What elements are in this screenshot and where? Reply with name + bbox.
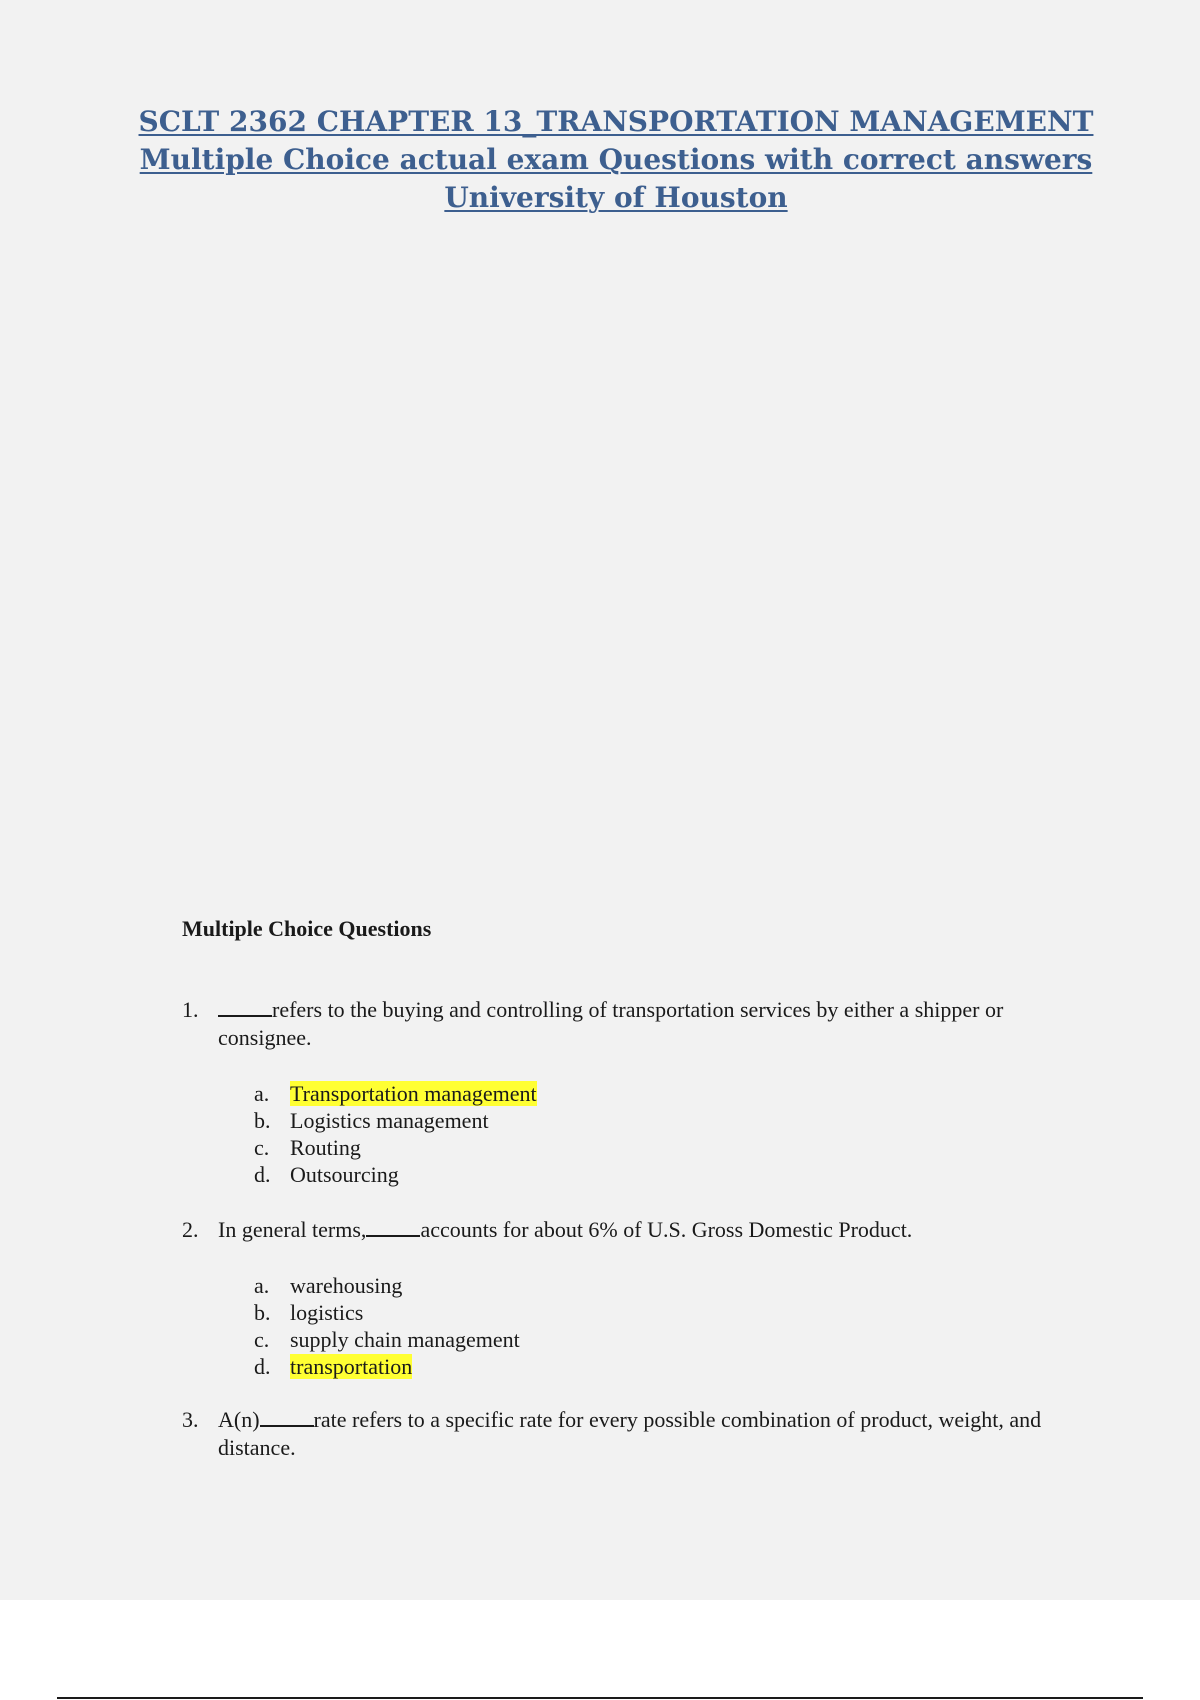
- option-text: logistics: [290, 1300, 364, 1325]
- answer-option-c: [254, 1134, 1062, 1161]
- answer-option-a: [254, 1080, 1062, 1107]
- option-text: Outsourcing: [290, 1162, 399, 1187]
- question-number: 3.: [182, 1407, 199, 1432]
- option-text: Logistics management: [290, 1108, 489, 1133]
- question-text: In general terms, accounts for about 6% of U.S. Gross Domestic Product.: [218, 1217, 913, 1242]
- option-text: supply chain management: [290, 1327, 520, 1352]
- answer-options: [254, 1080, 1062, 1188]
- title-line-2: Multiple Choice actual exam Questions with correct answers: [139, 143, 1093, 176]
- answer-blank: [260, 1407, 314, 1427]
- option-letter: b.: [254, 1300, 271, 1325]
- answer-option-b: [254, 1107, 1062, 1134]
- section-heading: Multiple Choice Questions: [182, 916, 432, 941]
- document-title: [0, 103, 1200, 217]
- title-line-1: SCLT 2362 CHAPTER 13_TRANSPORTATION MANAGEMENT: [138, 105, 1094, 138]
- question-2: [182, 1216, 1062, 1380]
- answer-option-a: [254, 1272, 1062, 1299]
- question-text: A(n) rate refers to a specific rate for every possible combination of product, weight, and distance.: [218, 1407, 1042, 1460]
- option-text-highlighted: transportation: [290, 1354, 413, 1379]
- question-number: 2.: [182, 1217, 199, 1242]
- option-letter: d.: [254, 1162, 271, 1187]
- answer-option-d: [254, 1161, 1062, 1188]
- option-text: Routing: [290, 1135, 361, 1160]
- option-text-highlighted: Transportation management: [290, 1081, 537, 1106]
- footer-divider: [57, 1697, 1143, 1699]
- answer-options: [254, 1272, 1062, 1380]
- option-letter: d.: [254, 1354, 271, 1379]
- question-list: [182, 996, 1062, 1462]
- question-number: 1.: [182, 997, 199, 1022]
- answer-blank: [366, 1217, 420, 1237]
- option-letter: c.: [254, 1135, 270, 1160]
- option-letter: a.: [254, 1273, 270, 1298]
- option-letter: a.: [254, 1081, 270, 1106]
- option-letter: b.: [254, 1108, 271, 1133]
- answer-option-b: [254, 1299, 1062, 1326]
- answer-option-c: [254, 1326, 1062, 1353]
- question-3: [182, 1406, 1062, 1462]
- answer-blank: [218, 997, 272, 1017]
- question-1: [182, 996, 1062, 1188]
- option-text: warehousing: [290, 1273, 403, 1298]
- title-line-3: University of Houston: [444, 181, 788, 214]
- question-text: refers to the buying and controlling of transportation services by either a shipper or consignee.: [218, 997, 1004, 1050]
- option-letter: c.: [254, 1327, 270, 1352]
- answer-option-d: [254, 1353, 1062, 1380]
